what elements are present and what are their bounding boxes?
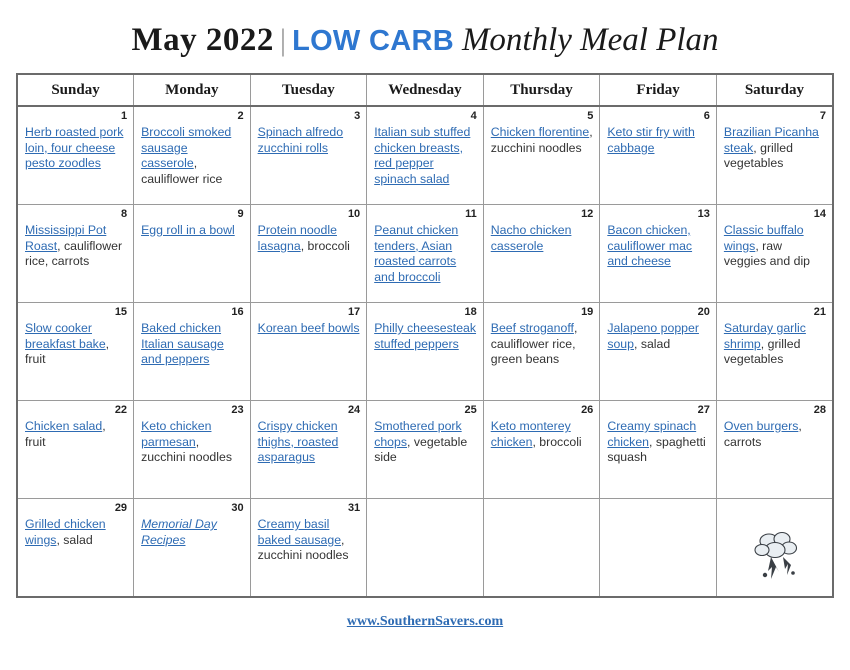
- recipe-link[interactable]: Keto monterey chicken: [490, 419, 571, 449]
- calendar-body: [17, 106, 833, 597]
- recipe-link[interactable]: Chicken florentine: [490, 125, 590, 139]
- recipe-link[interactable]: Smothered pork chops: [374, 419, 462, 449]
- calendar-day-cell: [17, 303, 134, 401]
- day-number: 3: [354, 110, 361, 122]
- day-cell-content: [18, 499, 133, 596]
- day-number: 2: [237, 110, 244, 122]
- meal-side-text: , broccoli: [300, 238, 350, 253]
- recipe-link[interactable]: Brazilian Picanha steak: [723, 125, 819, 155]
- meal-side-text: , carrots: [723, 419, 802, 449]
- meal-side-text: , fruit: [25, 419, 106, 449]
- recipe-link[interactable]: Crispy chicken thighs, roasted asparagus: [257, 419, 339, 464]
- calendar-day-cell: [367, 499, 484, 598]
- recipe-link[interactable]: Peanut chicken tenders, Asian roasted carrots and broccoli: [374, 223, 459, 284]
- meal-entry: [258, 125, 361, 156]
- meal-entry: [141, 419, 244, 466]
- meal-entry: [141, 125, 244, 187]
- recipe-link[interactable]: Saturday garlic shrimp: [723, 321, 806, 351]
- meal-side-text: , cauliflower rice: [141, 156, 223, 186]
- day-number: 26: [581, 404, 594, 416]
- day-cell-content: [600, 499, 716, 596]
- day-number: 12: [581, 208, 594, 220]
- title-highlight: LOW CARB: [292, 25, 454, 57]
- day-cell-content: [18, 205, 133, 302]
- meal-entry: [141, 223, 244, 239]
- meal-side-text: , grilled vegetables: [723, 336, 801, 366]
- day-cell-content: [134, 303, 250, 400]
- meal-entry: [374, 223, 477, 285]
- recipe-link[interactable]: Classic buffalo wings: [723, 223, 804, 253]
- recipe-link[interactable]: Egg roll in a bowl: [141, 223, 235, 237]
- footer-website-link[interactable]: www.SouthernSavers.com: [346, 614, 504, 629]
- recipe-link[interactable]: Jalapeno popper soup: [607, 321, 699, 351]
- calendar-day-cell: [250, 106, 367, 205]
- day-number: 27: [697, 404, 710, 416]
- footer: [16, 598, 834, 630]
- day-cell-content: [18, 401, 133, 498]
- meal-entry: [607, 321, 710, 352]
- day-number: 15: [114, 306, 128, 318]
- day-cell-content: [18, 107, 133, 204]
- recipe-link[interactable]: Keto chicken parmesan: [141, 419, 212, 449]
- recipe-link[interactable]: Memorial Day Recipes: [141, 517, 217, 547]
- day-number: 21: [813, 306, 826, 318]
- day-cell-content: [134, 499, 250, 596]
- meal-side-text: , fruit: [25, 336, 110, 366]
- calendar-day-cell: [17, 205, 134, 303]
- day-cell-content: [367, 107, 483, 204]
- meal-entry: [491, 223, 594, 254]
- recipe-link[interactable]: Herb roasted pork loin, four cheese pesto zoodles: [25, 125, 124, 170]
- weekday-header-wednesday: [367, 74, 484, 106]
- meal-entry: [25, 125, 127, 172]
- calendar-day-cell: [600, 303, 717, 401]
- calendar-day-cell: [483, 303, 600, 401]
- meal-entry: [724, 125, 826, 172]
- calendar-day-cell: [600, 401, 717, 499]
- day-cell-content: [251, 499, 367, 596]
- weekday-header-saturday: [716, 74, 833, 106]
- day-cell-content: [134, 205, 250, 302]
- meal-entry: [374, 125, 477, 187]
- day-number: 24: [347, 404, 361, 416]
- meal-entry: [724, 419, 826, 450]
- day-cell-content: [484, 499, 600, 596]
- recipe-link[interactable]: Oven burgers: [723, 419, 799, 433]
- meal-entry: [724, 223, 826, 270]
- weekday-header-row: [17, 74, 833, 106]
- weekday-header-sunday: [17, 74, 134, 106]
- calendar-day-cell: [716, 401, 833, 499]
- weekday-header-monday: [134, 74, 251, 106]
- calendar-day-cell: [134, 499, 251, 598]
- meal-side-text: , salad: [633, 336, 671, 351]
- day-number: 11: [465, 208, 477, 220]
- day-cell-content: [484, 107, 600, 204]
- meal-entry: [25, 419, 127, 450]
- meal-side-text: , cauliflower rice, green beans: [490, 321, 578, 366]
- calendar-day-cell: [134, 401, 251, 499]
- calendar-week-row: [17, 205, 833, 303]
- day-number: 25: [464, 404, 477, 416]
- weekday-label: Monday: [165, 82, 219, 98]
- day-number: 23: [231, 404, 244, 416]
- weekday-label: Tuesday: [282, 82, 335, 98]
- day-cell-content: [600, 107, 716, 204]
- weekday-header-thursday: [483, 74, 600, 106]
- day-cell-content: [367, 401, 483, 498]
- day-cell-content: [717, 401, 832, 498]
- day-cell-content: [251, 303, 367, 400]
- calendar-day-cell: [134, 303, 251, 401]
- day-cell-content: [717, 205, 832, 302]
- recipe-link[interactable]: Keto stir fry with cabbage: [607, 125, 695, 155]
- meal-entry: [141, 321, 244, 368]
- calendar-day-cell: [716, 499, 833, 598]
- meal-entry: [374, 321, 477, 352]
- day-cell-content: [251, 205, 367, 302]
- calendar-day-cell: [600, 205, 717, 303]
- meal-entry: [258, 223, 361, 254]
- calendar-day-cell: [250, 401, 367, 499]
- day-number: 8: [120, 208, 128, 220]
- page-title: [16, 6, 834, 73]
- meal-entry: [491, 419, 594, 450]
- meal-side-text: , cauliflower rice, carrots: [25, 238, 123, 268]
- calendar-day-cell: [716, 106, 833, 205]
- day-cell-content: [251, 107, 367, 204]
- calendar-day-cell: [483, 499, 600, 598]
- calendar-day-cell: [17, 106, 134, 205]
- calendar-day-cell: [367, 401, 484, 499]
- day-cell-content: [717, 107, 832, 204]
- title-subtitle: Monthly Meal Plan: [461, 22, 719, 58]
- recipe-link[interactable]: Grilled chicken wings: [25, 517, 106, 547]
- day-cell-content: [600, 303, 716, 400]
- meal-entry: [607, 125, 710, 156]
- calendar-day-cell: [716, 303, 833, 401]
- calendar-day-cell: [250, 205, 367, 303]
- flower-doodle-icon: [724, 517, 826, 590]
- day-number: 6: [703, 110, 710, 122]
- day-number: 1: [120, 110, 128, 122]
- day-number: 29: [114, 502, 128, 514]
- recipe-link[interactable]: Chicken salad: [25, 419, 103, 433]
- day-cell-content: [134, 107, 250, 204]
- meal-side-text: , salad: [56, 532, 93, 547]
- calendar-day-cell: [600, 106, 717, 205]
- calendar-week-row: [17, 106, 833, 205]
- title-divider: |: [279, 22, 287, 57]
- weekday-header-tuesday: [250, 74, 367, 106]
- recipe-link[interactable]: Italian sub stuffed chicken breasts, red pepper spinach salad: [374, 125, 471, 186]
- calendar-day-cell: [367, 205, 484, 303]
- day-cell-content: [484, 401, 600, 498]
- calendar-day-cell: [483, 106, 600, 205]
- day-cell-content: [600, 205, 716, 302]
- recipe-link[interactable]: Nacho chicken casserole: [490, 223, 572, 253]
- recipe-link[interactable]: Spinach alfredo zucchini rolls: [257, 125, 344, 155]
- day-number: 7: [819, 110, 826, 122]
- day-number: 28: [813, 404, 826, 416]
- day-cell-content: [717, 499, 832, 596]
- recipe-link[interactable]: Broccoli smoked sausage casserole: [141, 125, 232, 170]
- day-cell-content: [484, 303, 600, 400]
- calendar-day-cell: [600, 499, 717, 598]
- title-month: May 2022: [131, 22, 274, 58]
- calendar-day-cell: [367, 106, 484, 205]
- meal-entry: [491, 321, 594, 368]
- recipe-link[interactable]: Philly cheesesteak stuffed peppers: [374, 321, 477, 351]
- meal-side-text: , zucchini noodles: [490, 125, 593, 155]
- calendar-week-row: [17, 303, 833, 401]
- day-cell-content: [600, 401, 716, 498]
- meal-entry: [724, 321, 826, 368]
- day-cell-content: [717, 303, 832, 400]
- meal-entry: [25, 223, 127, 270]
- day-number: 16: [231, 306, 244, 318]
- recipe-link[interactable]: Slow cooker breakfast bake: [25, 321, 106, 351]
- calendar-day-cell: [250, 303, 367, 401]
- recipe-link[interactable]: Bacon chicken, cauliflower mac and cheese: [607, 223, 693, 268]
- day-number: 22: [114, 404, 128, 416]
- day-cell-content: [484, 205, 600, 302]
- meal-side-text: , spaghetti squash: [607, 434, 706, 464]
- day-number: 18: [464, 306, 477, 318]
- calendar-day-cell: [250, 499, 367, 598]
- calendar-day-cell: [716, 205, 833, 303]
- calendar-day-cell: [367, 303, 484, 401]
- calendar-day-cell: [483, 401, 600, 499]
- meal-side-text: , zucchini noodles: [257, 532, 349, 562]
- day-cell-content: [251, 401, 367, 498]
- calendar-week-row: [17, 499, 833, 598]
- day-number: 13: [697, 208, 710, 220]
- recipe-link[interactable]: Creamy spinach chicken: [607, 419, 697, 449]
- meal-entry: [607, 419, 710, 466]
- day-number: 9: [237, 208, 244, 220]
- meal-entry: [258, 517, 361, 564]
- meal-entry: [258, 419, 361, 466]
- weekday-label: Wednesday: [388, 82, 462, 98]
- recipe-link[interactable]: Korean beef bowls: [257, 321, 360, 335]
- day-cell-content: [18, 303, 133, 400]
- meal-entry: [25, 321, 127, 368]
- meal-entry: [374, 419, 477, 466]
- meal-side-text: , zucchini noodles: [141, 434, 232, 464]
- weekday-label: Friday: [636, 82, 680, 98]
- day-cell-content: [367, 303, 483, 400]
- meal-entry: [141, 517, 244, 548]
- meal-side-text: , broccoli: [532, 434, 582, 449]
- meal-side-text: , raw veggies and dip: [723, 238, 811, 268]
- day-number: 5: [587, 110, 594, 122]
- day-cell-content: [367, 499, 483, 596]
- day-cell-content: [134, 401, 250, 498]
- weekday-header-friday: [600, 74, 717, 106]
- meal-entry: [25, 517, 127, 548]
- day-number: 19: [581, 306, 594, 318]
- day-number: 4: [470, 110, 477, 122]
- meal-side-text: , grilled vegetables: [723, 140, 793, 170]
- calendar-day-cell: [483, 205, 600, 303]
- calendar-day-cell: [17, 401, 134, 499]
- weekday-label: Saturday: [744, 82, 805, 98]
- day-number: 30: [231, 502, 244, 514]
- recipe-link[interactable]: Beef stroganoff: [490, 321, 574, 335]
- day-number: 10: [347, 208, 361, 220]
- meal-side-text: , vegetable side: [374, 434, 468, 464]
- recipe-link[interactable]: Protein noodle lasagna: [257, 223, 337, 253]
- day-number: 31: [347, 502, 361, 514]
- meal-entry: [607, 223, 710, 270]
- calendar-table: [16, 73, 834, 598]
- calendar-day-cell: [134, 205, 251, 303]
- day-number: 14: [813, 208, 826, 220]
- day-number: 17: [347, 306, 361, 318]
- recipe-link[interactable]: Creamy basil baked sausage: [257, 517, 342, 547]
- meal-entry: [491, 125, 594, 156]
- recipe-link[interactable]: Mississippi Pot Roast: [25, 223, 107, 253]
- day-cell-content: [367, 205, 483, 302]
- meal-entry: [258, 321, 361, 337]
- calendar-day-cell: [134, 106, 251, 205]
- recipe-link[interactable]: Baked chicken Italian sausage and peppers: [141, 321, 224, 366]
- weekday-label: Thursday: [510, 82, 573, 98]
- day-number: 20: [697, 306, 710, 318]
- weekday-label: Sunday: [51, 82, 100, 98]
- calendar-day-cell: [17, 499, 134, 598]
- calendar-header: [17, 74, 833, 106]
- calendar-week-row: [17, 401, 833, 499]
